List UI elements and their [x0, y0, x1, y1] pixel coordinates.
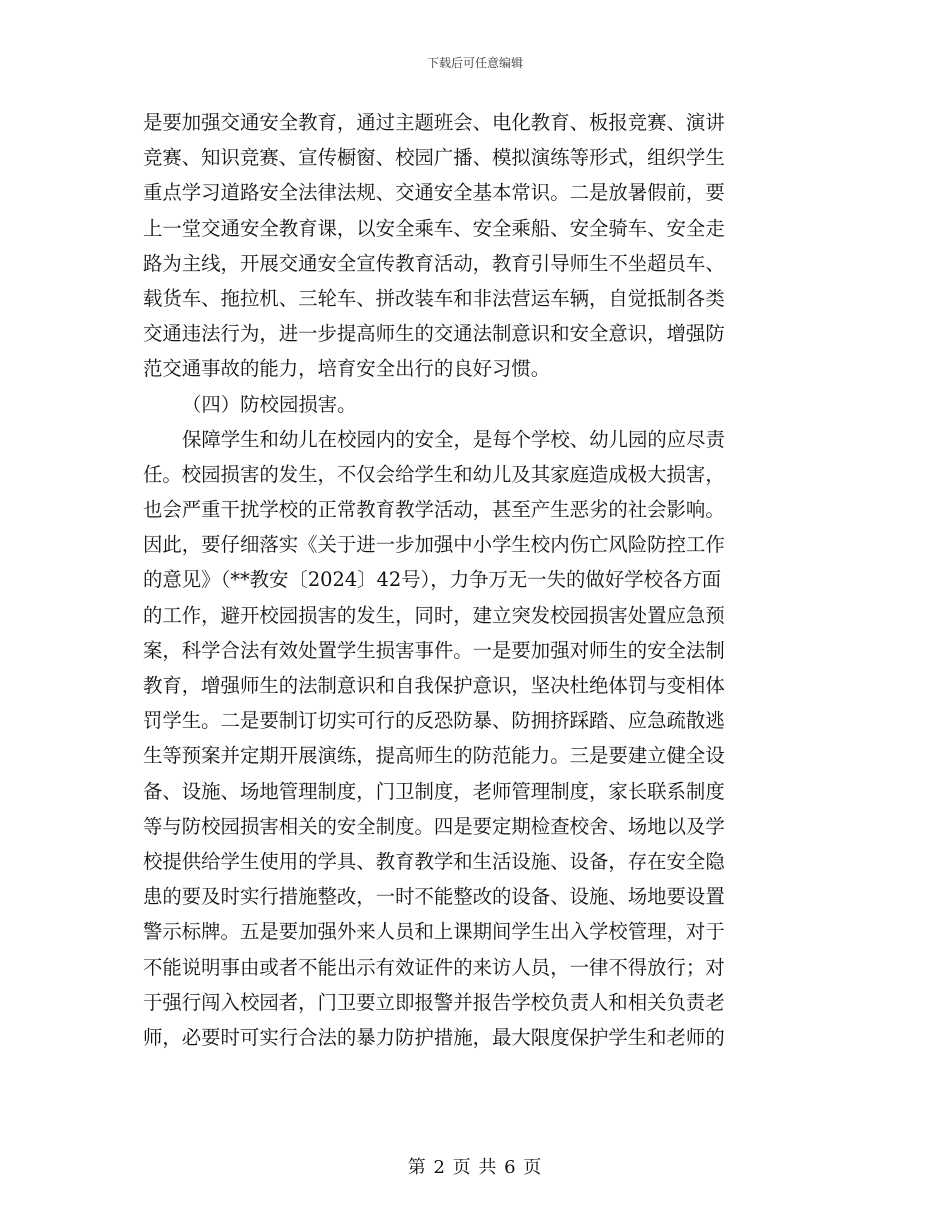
text-line: 范交通事故的能力，培育安全出行的良好习惯。 [143, 357, 551, 381]
text-line: 警示标牌。五是要加强外来人员和上课期间学生出入学校管理，对于 [143, 920, 725, 944]
text-line: 等与防校园损害相关的安全制度。四是要定期检查校舍、场地以及学 [143, 814, 725, 838]
page-footer: 第 2 页 共 6 页 [407, 1157, 543, 1178]
text-line: 患的要及时实行措施整改，一时不能整改的设备、设施、场地要设置 [143, 885, 725, 909]
text-line: 备、设施、场地管理制度，门卫制度，老师管理制度，家长联系制度 [143, 779, 725, 803]
text-line: 因此，要仔细落实《关于进一步加强中小学生校内伤亡风险防控工作 [143, 533, 725, 557]
section-heading: （四）防校园损害。 [182, 392, 357, 416]
text-line: 载货车、拖拉机、三轮车、拼改装车和非法营运车辆，自觉抵制各类 [143, 286, 725, 310]
text-line: 任。校园损害的发生，不仅会给学生和幼儿及其家庭造成极大损害， [143, 462, 725, 486]
text-line: 生等预案并定期开展演练，提高师生的防范能力。三是要建立健全设 [143, 744, 725, 768]
text-line: 上一堂交通安全教育课，以安全乘车、安全乘船、安全骑车、安全走 [143, 216, 725, 240]
text-line: 也会严重干扰学校的正常教育教学活动，甚至产生恶劣的社会影响。 [143, 498, 725, 522]
text-line: 不能说明事由或者不能出示有效证件的来访人员，一律不得放行；对 [143, 955, 725, 979]
text-line: 保障学生和幼儿在校园内的安全，是每个学校、幼儿园的应尽责 [182, 427, 725, 451]
text-line: 罚学生。二是要制订切实可行的反恐防暴、防拥挤踩踏、应急疏散逃 [143, 709, 725, 733]
document-body [143, 105, 793, 1055]
text-line: 于强行闯入校园者，门卫要立即报警并报告学校负责人和相关负责老 [143, 990, 725, 1014]
text-line: 的工作，避开校园损害的发生，同时，建立突发校园损害处置应急预 [143, 603, 725, 627]
text-line: 校提供给学生使用的学具、教育教学和生活设施、设备，存在安全隐 [143, 849, 725, 873]
text-line: 教育，增强师生的法制意识和自我保护意识，坚决杜绝体罚与变相体 [143, 674, 725, 697]
text-line: 交通违法行为，进一步提高师生的交通法制意识和安全意识，增强防 [143, 322, 725, 346]
text-line: 师，必要时可实行合法的暴力防护措施，最大限度保护学生和老师的 [143, 1025, 725, 1049]
text-line: 竞赛、知识竞赛、宣传橱窗、校园广播、模拟演练等形式，组织学生 [143, 146, 725, 170]
text-line: 的意见》（**教安〔2024〕42号），力争万无一失的做好学校各方面 [143, 568, 722, 592]
text-line: 路为主线，开展交通安全宣传教育活动，教育引导师生不坐超员车、 [143, 251, 725, 275]
text-line: 是要加强交通安全教育，通过主题班会、电化教育、板报竞赛、演讲 [143, 111, 725, 134]
text-line: 案，科学合法有效处置学生损害事件。一是要加强对师生的安全法制 [143, 638, 725, 662]
page-header: 下载后可任意编辑 [426, 56, 523, 70]
text-line: 重点学习道路安全法律法规、交通安全基本常识。二是放暑假前，要 [143, 181, 725, 205]
